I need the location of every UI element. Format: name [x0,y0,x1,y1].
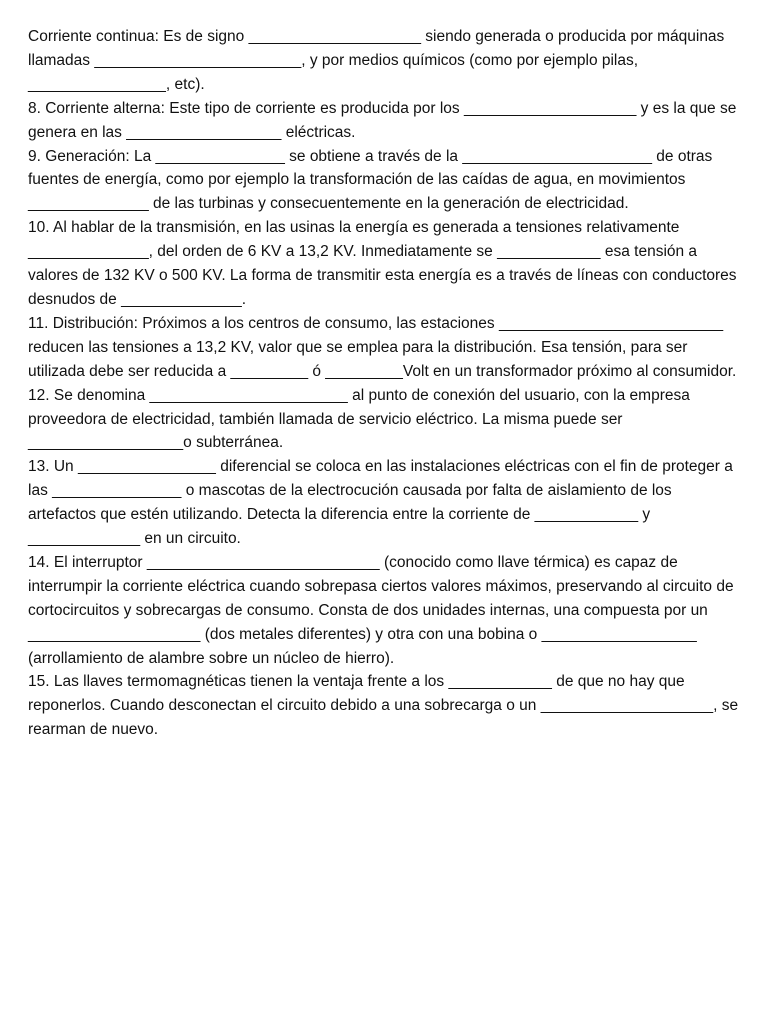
paragraph-12-acometida: 12. Se denomina _______________________ al punto de conexión del usuario, con la empresa proveedora de electricidad, también llamada de servicio eléctrico. La misma puede ser __________________o subterránea. [28,386,695,452]
paragraph-corriente-continua: Corriente continua: Es de signo ____________________ siendo generada o producida por máquinas llamadas ________________________, y por medios químicos (como por ejemplo pilas, ________________, etc). [28,28,729,93]
paragraph-14-interruptor: 14. El interruptor ___________________________ (conocido como llave térmica) es capaz de interrumpir la corriente eléctrica cuando sobrepasa ciertos valores máximos, preservando al circuito de cortocircuitos y sobrecargas de consumo. Consta de dos unidades internas, una compuesta por un ____________________ (dos metales diferentes) y otra con una bobina o __________________ (arrollamiento de alambre sobre un núcleo de hierro). [28,553,738,667]
paragraph-10-transmision: 10. Al hablar de la transmisión, en las usinas la energía es generada a tensiones relativamente ______________, del orden de 6 KV a 13,2 KV. Inmediatamente se ____________ esa tensión a valores de 132 KV o 500 KV. La forma de transmitir esta energía es a través de líneas con conductores desnudos de ______________. [28,219,741,308]
paragraph-9-generacion: 9. Generación: La _______________ se obtiene a través de la ______________________ de otras fuentes de energía, como por ejemplo la transformación de las caídas de agua, en movimientos ______________ de las turbinas y consecuentemente en la generación de electricidad. [28,147,717,213]
paragraph-8-corriente-alterna: 8. Corriente alterna: Este tipo de corriente es producida por los ____________________ y es la que se genera en las __________________ eléctricas. [28,99,741,141]
paragraph-11-distribucion: 11. Distribución: Próximos a los centros de consumo, las estaciones __________________________ reducen las tensiones a 13,2 KV, valor que se emplea para la distribución. Esa tensión, para ser utilizada debe ser reducida a _________ ó _________Volt en un transformador próximo al consumidor. [28,314,737,380]
paragraph-13-diferencial: 13. Un ________________ diferencial se coloca en las instalaciones eléctricas con el fin de proteger a las _______________ o mascotas de la electrocución causada por falta de aislamiento de los artefactos que estén utilizando. Detecta la diferencia entre la corriente de ____________ y _____________ en un circuito. [28,458,738,548]
worksheet-text [28,25,744,742]
paragraph-15-termomagneticas: 15. Las llaves termomagnéticas tienen la ventaja frente a los ____________ de que no hay que reponerlos. Cuando desconectan el circuito debido a una sobrecarga o un ____________________, se rearman de nuevo. [28,673,743,739]
